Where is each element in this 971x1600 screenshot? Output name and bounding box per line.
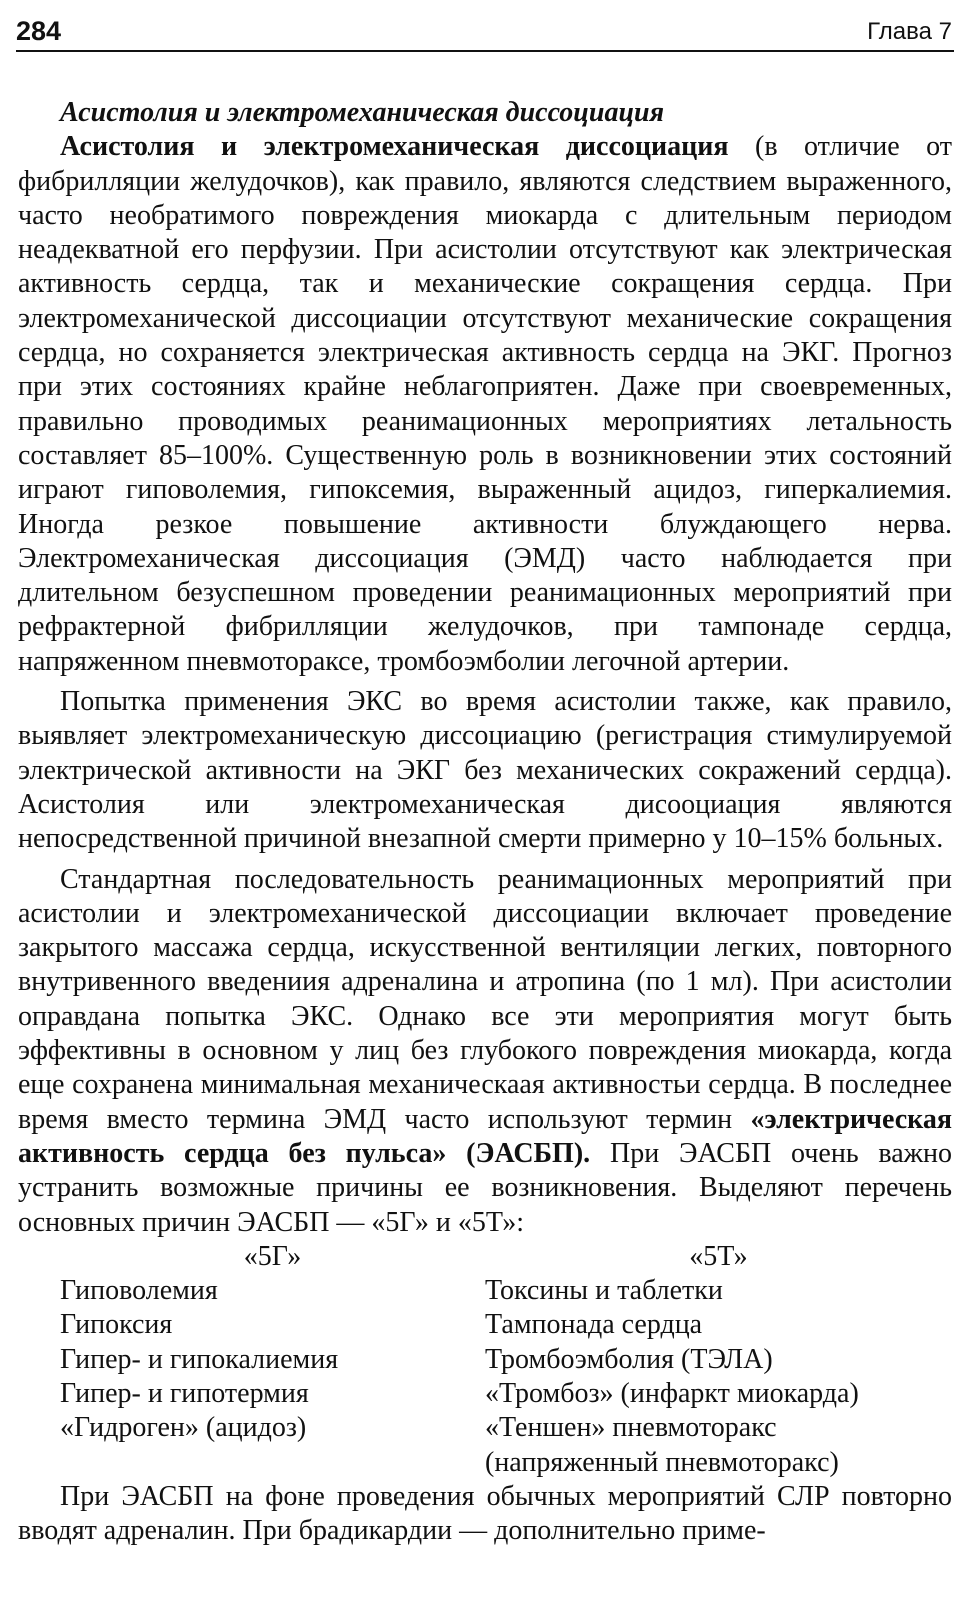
cause-item: Гипер- и гипотермия xyxy=(60,1377,309,1409)
cause-item: (напряженный пневмоторакс) xyxy=(485,1446,839,1478)
paragraph-3 xyxy=(18,863,952,1240)
paragraph-4: При ЭАСБП на фоне проведения обычных мероприятий СЛР повторно вводят адреналин. При брадикардии — дополнительно приме- xyxy=(18,1480,952,1547)
cause-item: Гипер- и гипокалиемия xyxy=(60,1343,339,1375)
running-header xyxy=(16,12,954,52)
causes-5g-column xyxy=(18,1240,485,1480)
causes-table xyxy=(18,1240,952,1480)
paragraph-1 xyxy=(18,130,952,679)
causes-5t-heading: «5Т» xyxy=(689,1240,748,1272)
cause-item: «Теншен» пневмоторакс xyxy=(485,1412,777,1444)
cause-item: «Тромбоз» (инфаркт миокарда) xyxy=(485,1377,859,1409)
cause-item: Токсины и таблетки xyxy=(485,1275,723,1307)
cause-item: «Гидроген» (ацидоз) xyxy=(60,1412,307,1444)
paragraph-2: Попытка применения ЭКС во время асистолии также, как правило, выявляет электромеханическую диссоциацию (регистрация стимулируемой электрической активности на ЭКГ без механических сокражений сердца). Асистолия или электромеханическая дисооциация являются непосредственной причиной внезапной смерти примерно у 10–15% больных. xyxy=(18,686,952,855)
paragraph-1-term: Асистолия и электромеханическая диссоциация xyxy=(60,131,729,163)
cause-item: Тромбоэмболия (ТЭЛА) xyxy=(485,1343,773,1375)
causes-5g-heading: «5Г» xyxy=(243,1240,302,1272)
page-body xyxy=(18,96,952,1548)
section-title: Асистолия и электромеханическая диссоциация xyxy=(60,97,665,128)
causes-5t-column xyxy=(485,1240,952,1480)
page-number: 284 xyxy=(16,16,62,46)
paragraph-3-term: «электрическая активность сердца без пульса» (ЭАСБП). xyxy=(18,1103,952,1169)
chapter-title: Глава 7 xyxy=(867,18,952,45)
paragraph-3-text-a: Стандартная последовательность реанимационных мероприятий при асистолии и электромеханической диссоциации включает проведение закрытого массажа сердца, искусственной вентиляции легких, повторного внутривенного введениия адреналина и атропина (по 1 мл). При асистолии оправдана попытка ЭКС. Однако все эти мероприятия могут быть эффективны в основном у лиц без глубокого повреждения миокарда, когда еще сохранена минимальная механическаая активностьи сердца. В последнее время вместо термина ЭМД часто используют термин xyxy=(18,863,952,1135)
cause-item: Гиповолемия xyxy=(60,1275,218,1307)
paragraph-1-text: (в отличие от фибрилляции желудочков), как правило, являются следствием выраженного, часто необратимого повреждения миокарда с длительным периодом неадекватной его перфузии. При асистолии отсутствуют как электрическая активность сердца, так и механические сокращения сердца. При электромеханической диссоциации отсутствуют механические сокращения сердца, но сохраняется электрическая активность сердца на ЭКГ. Прогноз при этих состояниях крайне неблагоприятен. Даже при своевременных, правильно проводимых реанимационных мероприятиях летальность составляет 85–100%. Существенную роль в возникновении этих состояний играют гиповолемия, гипоксемия, выраженный ацидоз, гиперкалиемия. Иногда резкое повышение активности блуждающего нерва. Электромеханическая диссоциация (ЭМД) часто наблюдается при длительном безуспешном проведении реанимационных мероприятий при рефрактерной фибрилляции желудочков, при тампонаде сердца, напряженном пневмотораксе, тромбоэмболии легочной артерии. xyxy=(18,131,952,677)
paragraph-3-text-b: При ЭАСБП очень важно устранить возможные причины ее возникновения. Выделяют перечень основных причин ЭАСБП — «5Г» и «5Т»: xyxy=(18,1137,953,1238)
cause-item: Тампонада сердца xyxy=(485,1309,703,1341)
cause-item: Гипоксия xyxy=(60,1309,173,1341)
